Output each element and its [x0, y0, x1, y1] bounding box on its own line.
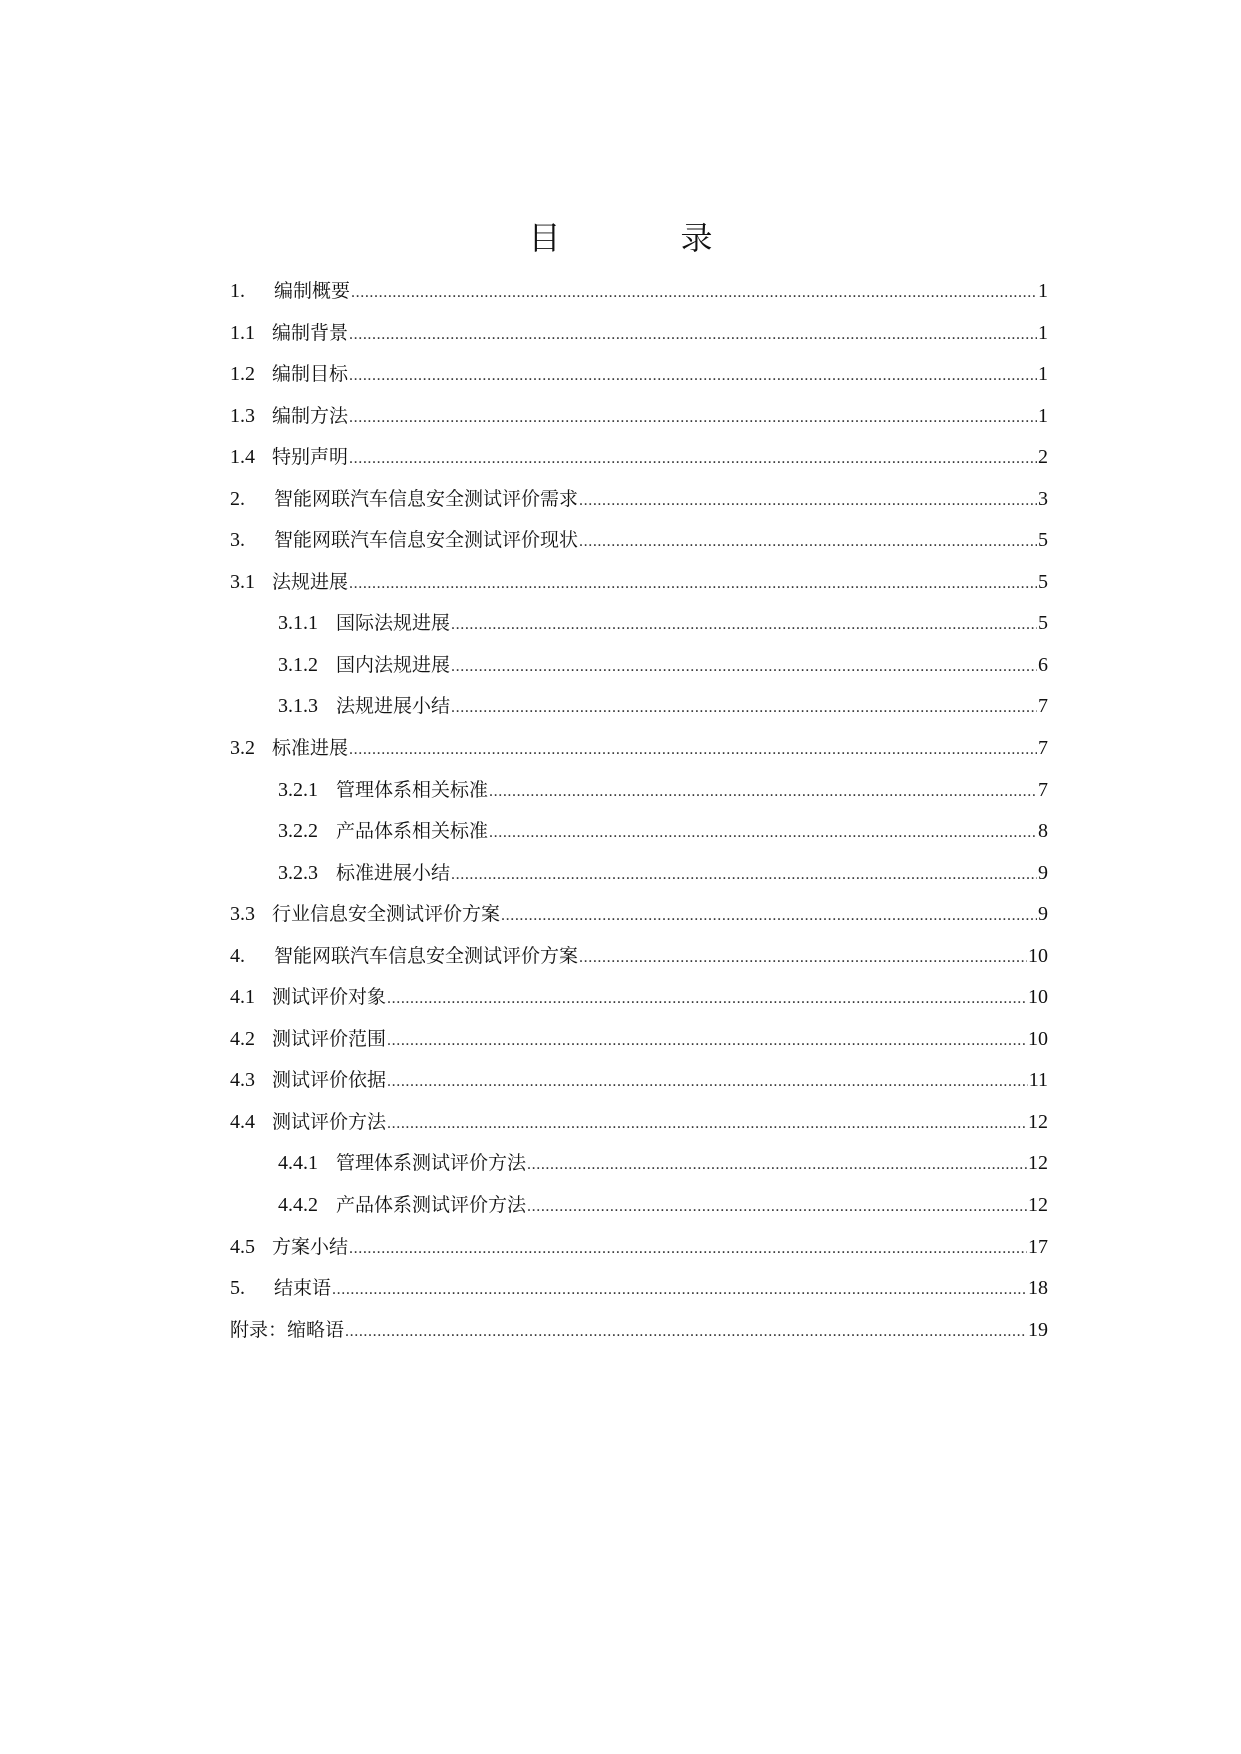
toc-entry-number: 3.1 — [230, 570, 255, 593]
toc-entry[interactable] — [230, 1274, 1048, 1316]
toc-dot-leader — [349, 404, 1037, 432]
toc-dot-leader — [349, 362, 1037, 390]
toc-dot-leader — [332, 1276, 1027, 1304]
toc-entry-number: 3.2 — [230, 737, 255, 760]
toc-entry-label: 产品体系相关标准 — [336, 820, 489, 843]
table-of-contents — [230, 277, 1048, 1357]
toc-entry-label: 结束语 — [274, 1277, 332, 1300]
toc-entry-number: 3. — [230, 529, 245, 552]
toc-entry[interactable] — [230, 526, 1048, 568]
toc-entry-page: 5 — [1038, 570, 1048, 593]
toc-entry-number: 4.2 — [230, 1027, 255, 1050]
toc-entry[interactable] — [230, 360, 1048, 402]
toc-entry-page: 11 — [1028, 1069, 1048, 1092]
toc-entry-number: 4.1 — [230, 986, 255, 1009]
toc-dot-leader — [349, 570, 1037, 598]
toc-entry-number: 4.4.1 — [278, 1152, 318, 1175]
toc-entry-page: 12 — [1028, 1152, 1048, 1175]
toc-entry[interactable] — [230, 1191, 1048, 1233]
toc-entry-number: 4.5 — [230, 1235, 255, 1258]
toc-entry-label: 编制目标 — [272, 363, 349, 386]
toc-entry-number: 3.3 — [230, 903, 255, 926]
toc-entry-page: 1 — [1038, 321, 1048, 344]
toc-entry-number: 3.2.3 — [278, 861, 318, 884]
toc-entry-page: 10 — [1028, 944, 1048, 967]
toc-entry-label: 法规进展 — [272, 570, 349, 593]
toc-entry-label: 测试评价范围 — [272, 1027, 387, 1050]
toc-entry-label: 编制背景 — [272, 321, 349, 344]
toc-entry-page: 9 — [1038, 903, 1048, 926]
toc-dot-leader — [579, 528, 1037, 556]
toc-entry-label: 编制概要 — [274, 280, 351, 302]
toc-entry-number: 4.4.2 — [278, 1194, 318, 1217]
toc-entry-label: 行业信息安全测试评价方案 — [272, 903, 501, 926]
toc-entry[interactable] — [230, 859, 1048, 901]
toc-dot-leader — [349, 1235, 1027, 1263]
toc-entry-label: 特别声明 — [272, 446, 349, 469]
toc-dot-leader — [451, 861, 1037, 889]
toc-entry[interactable] — [230, 1025, 1048, 1067]
toc-dot-leader — [489, 778, 1037, 806]
toc-dot-leader — [387, 1027, 1027, 1055]
toc-entry-label: 标准进展 — [272, 737, 349, 760]
toc-entry-page: 5 — [1038, 612, 1048, 635]
toc-entry-number: 5. — [230, 1277, 245, 1300]
toc-dot-leader — [451, 653, 1037, 681]
toc-entry-label: 管理体系相关标准 — [336, 778, 489, 801]
toc-entry-number: 4.4 — [230, 1110, 255, 1133]
toc-entry-label: 智能网联汽车信息安全测试评价方案 — [274, 944, 579, 967]
toc-entry-page: 10 — [1028, 1027, 1048, 1050]
toc-entry-number: 4.3 — [230, 1069, 255, 1092]
toc-entry-page: 19 — [1028, 1318, 1048, 1341]
toc-entry[interactable] — [230, 942, 1048, 984]
toc-entry-label: 方案小结 — [272, 1235, 349, 1258]
toc-dot-leader — [527, 1193, 1027, 1221]
toc-dot-leader — [387, 985, 1027, 1013]
toc-dot-leader — [351, 279, 1037, 307]
toc-entry-page: 5 — [1038, 529, 1048, 552]
toc-entry-page: 12 — [1028, 1194, 1048, 1217]
toc-entry-label: 智能网联汽车信息安全测试评价现状 — [274, 529, 579, 552]
toc-entry-page: 6 — [1038, 653, 1048, 676]
toc-entry-page: 17 — [1028, 1235, 1048, 1258]
toc-entry[interactable] — [230, 900, 1048, 942]
toc-entry[interactable] — [230, 817, 1048, 859]
toc-entry-page: 9 — [1038, 861, 1048, 884]
toc-dot-leader — [527, 1151, 1027, 1179]
toc-entry-page: 2 — [1038, 446, 1048, 469]
toc-entry[interactable] — [230, 609, 1048, 651]
toc-dot-leader — [387, 1068, 1028, 1096]
toc-entry[interactable] — [230, 651, 1048, 693]
toc-dot-leader — [451, 694, 1037, 722]
toc-entry-page: 1 — [1038, 280, 1048, 302]
toc-entry-number: 2. — [230, 487, 245, 510]
toc-entry[interactable] — [230, 443, 1048, 485]
toc-entry[interactable] — [230, 1233, 1048, 1275]
toc-entry-number: 3.1.3 — [278, 695, 318, 718]
toc-entry-number: 1.4 — [230, 446, 255, 469]
toc-title: 目 录 — [528, 219, 757, 257]
toc-dot-leader — [579, 487, 1037, 515]
toc-entry-page: 12 — [1028, 1110, 1048, 1133]
toc-entry-number: 1.3 — [230, 404, 255, 427]
toc-dot-leader — [489, 819, 1037, 847]
toc-dot-leader — [451, 611, 1037, 639]
toc-entry-page: 18 — [1028, 1277, 1048, 1300]
toc-entry-label: 产品体系测试评价方法 — [336, 1194, 527, 1217]
toc-entry-page: 1 — [1038, 404, 1048, 427]
toc-dot-leader — [345, 1318, 1027, 1346]
toc-entry[interactable] — [230, 1066, 1048, 1108]
toc-entry[interactable] — [230, 692, 1048, 734]
toc-entry[interactable] — [230, 983, 1048, 1025]
toc-dot-leader — [349, 321, 1037, 349]
toc-entry[interactable] — [230, 319, 1048, 361]
toc-entry-number: 1.2 — [230, 363, 255, 386]
toc-entry[interactable] — [230, 734, 1048, 776]
toc-entry-number: 1. — [230, 280, 245, 302]
toc-entry-label: 测试评价方法 — [272, 1110, 387, 1133]
toc-entry-number: 3.1.2 — [278, 653, 318, 676]
toc-entry[interactable] — [230, 1149, 1048, 1191]
toc-dot-leader — [387, 1110, 1027, 1138]
toc-dot-leader — [579, 944, 1027, 972]
toc-entry-number: 3.2.1 — [278, 778, 318, 801]
toc-entry[interactable] — [230, 485, 1048, 527]
toc-entry[interactable] — [230, 1316, 1048, 1358]
toc-entry-label: 国际法规进展 — [336, 612, 451, 635]
toc-entry-page: 1 — [1038, 363, 1048, 386]
toc-entry-label: 标准进展小结 — [336, 861, 451, 884]
toc-entry-label: 编制方法 — [272, 404, 349, 427]
toc-entry-page: 7 — [1038, 737, 1048, 760]
toc-entry-label: 测试评价依据 — [272, 1069, 387, 1092]
toc-entry-page: 7 — [1038, 695, 1048, 718]
toc-entry-number: 3.2.2 — [278, 820, 318, 843]
toc-entry-number: 1.1 — [230, 321, 255, 344]
toc-entry-page: 7 — [1038, 778, 1048, 801]
toc-entry-number: 4. — [230, 944, 245, 967]
toc-entry-page: 10 — [1028, 986, 1048, 1009]
toc-dot-leader — [349, 736, 1037, 764]
toc-entry-label: 国内法规进展 — [336, 653, 451, 676]
toc-entry-page: 8 — [1038, 820, 1048, 843]
toc-entry-label: 测试评价对象 — [272, 986, 387, 1009]
toc-dot-leader — [501, 902, 1037, 930]
toc-entry[interactable] — [230, 402, 1048, 444]
toc-entry-label: 法规进展小结 — [336, 695, 451, 718]
toc-entry-label: 管理体系测试评价方法 — [336, 1152, 527, 1175]
toc-entry[interactable] — [230, 1108, 1048, 1150]
toc-entry[interactable] — [230, 277, 1048, 319]
toc-entry[interactable] — [230, 776, 1048, 818]
toc-entry-label: 附录：缩略语 — [230, 1318, 345, 1341]
toc-entry[interactable] — [230, 568, 1048, 610]
toc-entry-page: 3 — [1038, 487, 1048, 510]
toc-entry-label: 智能网联汽车信息安全测试评价需求 — [274, 487, 579, 510]
toc-entry-number: 3.1.1 — [278, 612, 318, 635]
toc-dot-leader — [349, 445, 1037, 473]
